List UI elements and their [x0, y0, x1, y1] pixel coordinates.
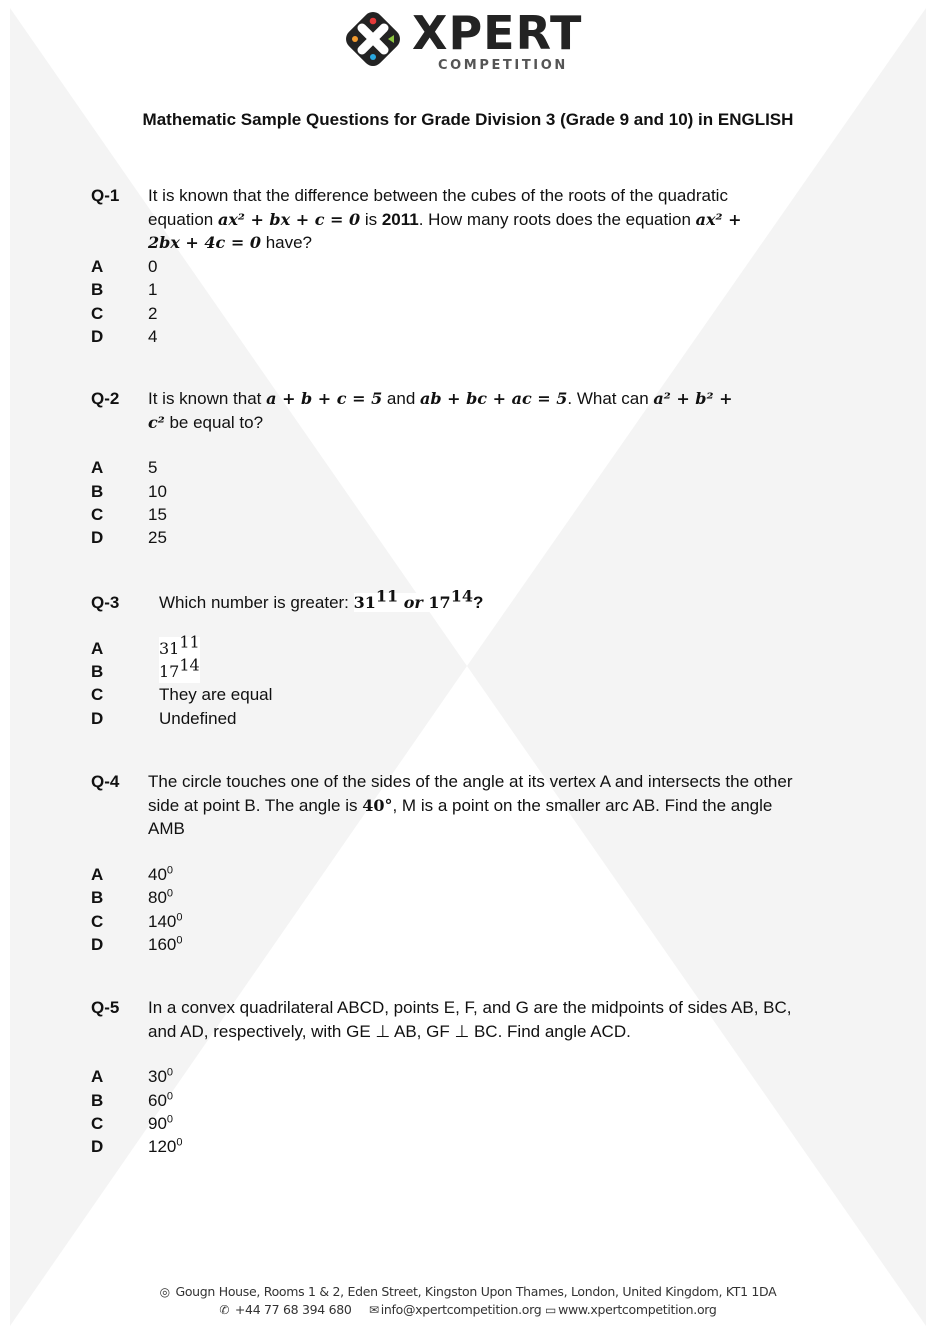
question-label: Q-1: [91, 186, 120, 205]
math-equation: ab + bc + ac = 5: [420, 389, 568, 408]
answer-option-b[interactable]: B $17^{14}$: [91, 660, 831, 683]
answer-option-d[interactable]: D 4: [91, 326, 158, 346]
question-4: [91, 770, 831, 956]
math-equation: ax² + bx + c = 0: [217, 209, 361, 229]
answer-option-b[interactable]: B 1: [91, 280, 158, 300]
question-text-line: It is known that a + b + c = 5 and ab + bc + ac = 5. What can a² + b² +: [148, 389, 733, 408]
logo-mark-icon: [342, 8, 404, 70]
logo-subtitle: COMPETITION: [438, 58, 568, 73]
answer-option-a[interactable]: A 5: [91, 458, 158, 478]
xpert-logo: [342, 6, 594, 76]
logo-dot-orange: [352, 36, 358, 42]
answer-option-b[interactable]: B $80^0$: [91, 887, 174, 908]
math-equation: a + b + c = 5: [266, 389, 383, 408]
answer-option-c[interactable]: C $90^0$: [91, 1113, 174, 1133]
answer-option-b[interactable]: B $60^0$: [91, 1089, 174, 1110]
answer-option-a[interactable]: A 0: [91, 256, 158, 276]
footer-email[interactable]: info@xpertcompetition.org: [380, 1302, 542, 1317]
question-label: Q-5: [91, 998, 120, 1017]
answer-option-c[interactable]: C 15: [91, 504, 167, 524]
answer-option-d[interactable]: D Undefined: [91, 708, 237, 728]
question-text-line: The circle touches one of the sides of the angle at its vertex A and intersects the other: [148, 772, 793, 791]
question-3: [91, 586, 831, 730]
answer-option-d[interactable]: D 25: [91, 528, 167, 548]
question-text-line: equation ax² + bx + c = 0 is 2011. How many roots does the equation ax² +: [148, 209, 742, 229]
question-text-line: In a convex quadrilateral ABCD, points E, F, and G are the midpoints of sides AB, BC,: [148, 998, 792, 1017]
question-1: [91, 184, 831, 348]
question-text-line: Which number is greater: $31^{11}$ or $17^{14}$?: [159, 586, 484, 612]
logo-dot-blue: [370, 54, 376, 60]
answer-option-b[interactable]: B 10: [91, 481, 167, 501]
question-text-line: side at point B. The angle is 40°, M is a point on the smaller arc AB. Find the angle: [148, 795, 773, 815]
page-title: Mathematic Sample Questions for Grade Division 3 (Grade 9 and 10) in ENGLISH: [142, 110, 794, 129]
question-text-line: AMB: [148, 819, 185, 839]
mail-icon: ✉: [368, 1303, 379, 1317]
answer-option-d[interactable]: D $160^0$: [91, 934, 183, 954]
answer-option-d[interactable]: D $120^0$: [91, 1136, 183, 1157]
footer-phone[interactable]: +44 77 68 394 680: [234, 1302, 352, 1317]
question-2: [91, 387, 831, 550]
question-text-line: c² be equal to?: [148, 412, 264, 432]
question-text-line: 2bx + 4c = 0 have?: [148, 233, 313, 253]
answer-option-c[interactable]: C 2: [91, 303, 158, 323]
question-stem: [91, 996, 831, 1043]
math-equation: ax² +: [695, 209, 742, 229]
question-text-line: and AD, respectively, with GE ⊥ AB, GF ⊥ BC. Find angle ACD.: [148, 1021, 631, 1041]
logo-dot-red: [370, 18, 377, 25]
footer: [0, 1283, 936, 1319]
math-equation: 2bx + 4c = 0: [148, 233, 261, 253]
question-label: Q-3: [91, 593, 120, 612]
question-stem: [91, 586, 831, 615]
question-text-line: It is known that the difference between the cubes of the roots of the quadratic: [148, 186, 728, 205]
answer-option-a[interactable]: A $30^0$: [91, 1066, 174, 1087]
question-label: Q-4: [91, 772, 120, 791]
footer-address-line: [0, 1283, 936, 1301]
monitor-icon: ▭: [545, 1303, 557, 1317]
answer-option-a[interactable]: A $40^0$: [91, 864, 174, 884]
question-stem: [91, 770, 831, 841]
answer-option-a[interactable]: A $31^{11}$: [91, 637, 831, 660]
math-equation: a² + b² +: [653, 389, 733, 408]
location-pin-icon: ◎: [159, 1285, 170, 1299]
question-5: [91, 996, 831, 1159]
footer-contact-line: [0, 1301, 936, 1319]
phone-icon: ✆: [219, 1303, 230, 1317]
answer-option-c[interactable]: C They are equal: [91, 685, 273, 705]
footer-website[interactable]: www.xpertcompetition.org: [558, 1302, 717, 1317]
math-equation: c²: [148, 412, 165, 432]
question-stem: [91, 184, 831, 255]
question-label: Q-2: [91, 389, 120, 408]
answer-option-c[interactable]: C $140^0$: [91, 910, 183, 931]
logo-wordmark: XPERT: [412, 6, 583, 60]
footer-address: Gougn House, Rooms 1 & 2, Eden Street, Kingston Upon Thames, London, United Kingdom, KT1 1DA: [175, 1284, 777, 1299]
question-stem: [91, 387, 831, 434]
